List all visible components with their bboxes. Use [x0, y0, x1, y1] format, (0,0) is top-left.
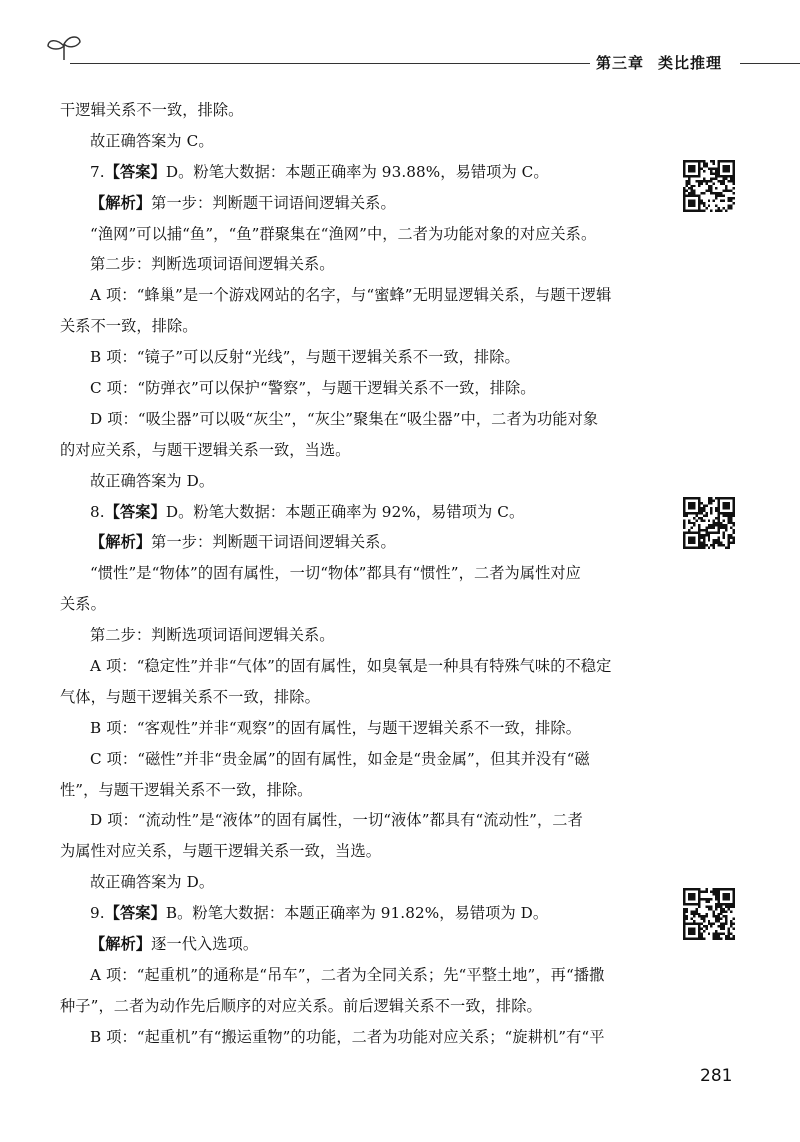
- question-number: 9.: [90, 904, 105, 923]
- line-text: 关系。: [60, 595, 106, 614]
- line-text: A 项：“蜂巢”是一个游戏网站的名字，与“蜜蜂”无明显逻辑关系，与题干逻辑: [90, 286, 612, 305]
- line-text: D 项：“吸尘器”可以吸“灰尘”，“灰尘”聚集在“吸尘器”中，二者为功能对象: [90, 409, 599, 428]
- text-line: [60, 219, 660, 250]
- text-line: [60, 805, 660, 836]
- text-line: [60, 527, 660, 558]
- text-line: [60, 836, 660, 867]
- line-text: C 项：“防弹衣”可以保护“警察”，与题干逻辑关系不一致，排除。: [90, 379, 536, 398]
- section-tag: 【答案】: [104, 162, 166, 181]
- line-text: 第二步：判断选项词语间逻辑关系。: [90, 255, 335, 274]
- line-text: C 项：“磁性”并非“贵金属”的固有属性，如金是“贵金属”，但其并没有“磁: [90, 749, 590, 768]
- text-line: [60, 157, 660, 188]
- line-text: D。粉笔大数据：本题正确率为 92%，易错项为 C。: [165, 502, 525, 521]
- line-text: 干逻辑关系不一致，排除。: [60, 101, 244, 119]
- line-text: A 项：“稳定性”并非“气体”的固有属性，如臭氧是一种具有特殊气味的不稳定: [90, 657, 612, 676]
- line-text: 故正确答案为 D。: [90, 471, 215, 490]
- line-text: 为属性对应关系，与题干逻辑关系一致，当选。: [60, 842, 382, 861]
- text-line: [60, 960, 660, 991]
- line-text: “惯性”是“物体”的固有属性，一切“物体”都具有“惯性”，二者为属性对应: [90, 564, 581, 583]
- text-line: [60, 1022, 660, 1053]
- text-line: [60, 342, 660, 373]
- text-line: [60, 682, 660, 713]
- text-line: [60, 775, 660, 806]
- section-tag: 【解析】: [90, 935, 152, 954]
- line-text: “渔网”可以捕“鱼”，“鱼”群聚集在“渔网”中，二者为功能对象的对应关系。: [90, 224, 597, 243]
- page-body: [60, 95, 660, 1053]
- line-text: A 项：“起重机”的通称是“吊车”，二者为全同关系；先“平整土地”，再“播撒: [90, 965, 605, 984]
- text-line: [60, 466, 660, 497]
- line-text: 故正确答案为 D。: [90, 873, 215, 892]
- question-number: 7.: [90, 162, 105, 181]
- section-tag: 【答案】: [104, 502, 166, 521]
- line-text: 气体，与题干逻辑关系不一致，排除。: [60, 687, 320, 706]
- line-text: D 项：“流动性”是“液体”的固有属性，一切“液体”都具有“流动性”，二者: [90, 811, 583, 830]
- line-text: 关系不一致，排除。: [60, 317, 198, 336]
- qr-code-icon[interactable]: [683, 497, 735, 549]
- line-text: B。粉笔大数据：本题正确率为 91.82%，易错项为 D。: [165, 904, 549, 923]
- text-line: [60, 188, 660, 219]
- question-number: 8.: [90, 502, 105, 521]
- text-line: [60, 126, 660, 157]
- chapter-title: 类比推理: [658, 54, 723, 72]
- page-number: 281: [700, 1066, 733, 1086]
- text-line: [60, 744, 660, 775]
- text-line: [60, 929, 660, 960]
- qr-code-icon[interactable]: [683, 160, 735, 212]
- text-line: [60, 558, 660, 589]
- line-text: 逐一代入选项。: [151, 935, 259, 954]
- text-line: [60, 713, 660, 744]
- section-tag: 【解析】: [90, 193, 152, 212]
- text-line: [60, 589, 660, 620]
- line-text: B 项：“镜子”可以反射“光线”，与题干逻辑关系不一致，排除。: [90, 348, 520, 367]
- text-line: [60, 620, 660, 651]
- text-line: [60, 280, 660, 311]
- text-line: [60, 867, 660, 898]
- line-text: B 项：“起重机”有“搬运重物”的功能，二者为功能对应关系；“旋耕机”有“平: [90, 1027, 605, 1046]
- section-tag: 【答案】: [104, 904, 166, 923]
- line-text: B 项：“客观性”并非“观察”的固有属性，与题干逻辑关系不一致，排除。: [90, 718, 581, 737]
- section-tag: 【解析】: [90, 533, 152, 552]
- text-line: [60, 991, 660, 1022]
- text-line: [60, 898, 660, 929]
- line-text: 种子”，二者为动作先后顺序的对应关系。前后逻辑关系不一致，排除。: [60, 996, 542, 1015]
- sprout-icon: [44, 30, 84, 64]
- header-rule-left: [70, 63, 590, 64]
- text-line: [60, 373, 660, 404]
- line-text: 的对应关系，与题干逻辑关系一致，当选。: [60, 440, 351, 459]
- chapter-number: 第三章: [596, 54, 645, 72]
- line-text: 性”，与题干逻辑关系不一致，排除。: [60, 780, 313, 799]
- text-line: [60, 497, 660, 528]
- line-text: 第一步：判断题干词语间逻辑关系。: [151, 533, 396, 552]
- header-rule-right: [740, 63, 800, 64]
- line-text: 故正确答案为 C。: [90, 131, 214, 150]
- line-text: 第一步：判断题干词语间逻辑关系。: [151, 193, 396, 212]
- line-text: 第二步：判断选项词语间逻辑关系。: [90, 626, 335, 645]
- text-line: [60, 249, 660, 280]
- qr-code-icon[interactable]: [683, 888, 735, 940]
- text-line: [60, 311, 660, 342]
- text-line: [60, 435, 660, 466]
- text-line: [60, 651, 660, 682]
- line-text: D。粉笔大数据：本题正确率为 93.88%，易错项为 C。: [165, 162, 549, 181]
- page-header: [0, 0, 800, 80]
- chapter-heading: [596, 52, 722, 73]
- text-line: [60, 95, 660, 126]
- text-line: [60, 404, 660, 435]
